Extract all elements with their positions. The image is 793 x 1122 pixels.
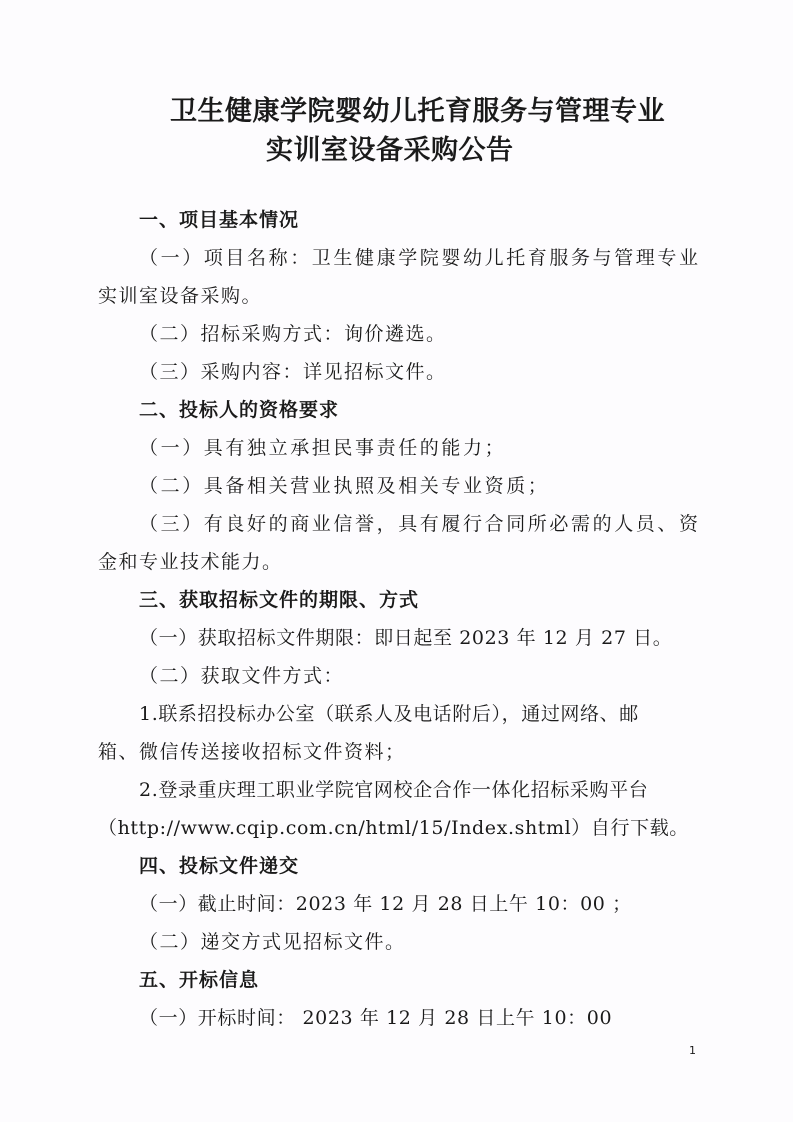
- title-line-1: 卫生健康学院婴幼儿托育服务与管理专业: [170, 96, 665, 127]
- item-3-4-line-1: 2.登录重庆理工职业学院官网校企合作一体化招标采购平台: [139, 779, 649, 801]
- item-3-4-line-2: （http://www.cqip.com.cn/html/15/Index.shtml）自行下载。: [98, 817, 689, 839]
- section-heading-1: 一、项目基本情况: [139, 209, 300, 231]
- item-3-3-line-1: 1.联系招投标办公室（联系人及电话附后），通过网络、邮: [139, 703, 639, 725]
- item-2-3-line-1: （三）有良好的商业信誉，具有履行合同所必需的人员、资: [139, 513, 701, 535]
- item-1-1-line-2: 实训室设备采购。: [98, 285, 263, 307]
- item-2-3-line-2: 金和专业技术能力。: [98, 551, 283, 573]
- item-5-1: （一）开标时间： 2023 年 12 月 28 日上午 10：00: [139, 1007, 613, 1029]
- section-heading-3: 三、获取招标文件的期限、方式: [139, 589, 420, 611]
- item-3-1: （一）获取招标文件期限：即日起至 2023 年 12 月 27 日。: [139, 627, 673, 649]
- section-heading-4: 四、投标文件递交: [139, 855, 300, 877]
- title-line-2: 实训室设备采购公告: [266, 135, 514, 166]
- item-1-2: （二）招标采购方式：询价遴选。: [139, 323, 447, 345]
- section-heading-2: 二、投标人的资格要求: [139, 399, 340, 421]
- item-4-1: （一）截止时间：2023 年 12 月 28 日上午 10：00 ；: [139, 893, 632, 915]
- item-3-2: （二）获取文件方式：: [139, 665, 345, 687]
- page-number: 1: [689, 1044, 696, 1057]
- item-4-2: （二）递交方式见招标文件。: [139, 931, 406, 953]
- section-heading-5: 五、开标信息: [139, 969, 260, 991]
- item-1-1-line-1: （一）项目名称：卫生健康学院婴幼儿托育服务与管理专业: [139, 247, 701, 269]
- item-3-3-line-2: 箱、微信传送接收招标文件资料；: [98, 741, 406, 763]
- item-2-1: （一）具有独立承担民事责任的能力；: [139, 437, 507, 459]
- item-1-3: （三）采购内容：详见招标文件。: [139, 361, 447, 383]
- item-2-2: （二）具备相关营业执照及相关专业资质；: [139, 475, 550, 497]
